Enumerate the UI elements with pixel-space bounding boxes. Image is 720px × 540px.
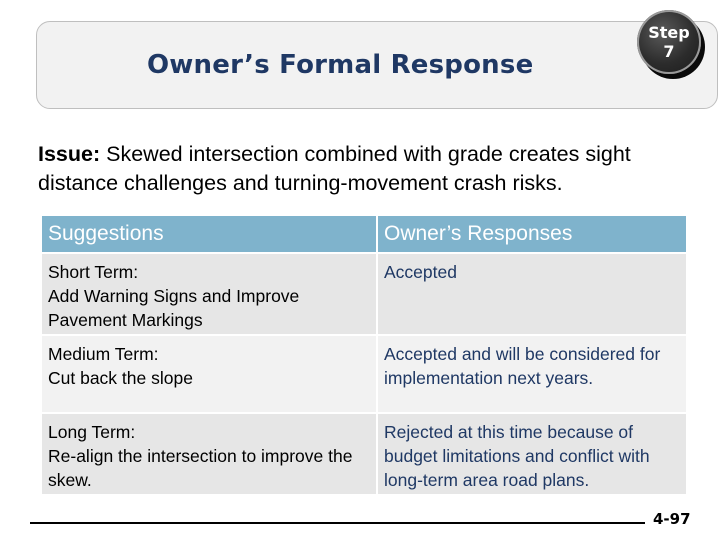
step-number: 7 xyxy=(663,42,675,61)
step-label: Step xyxy=(648,23,690,42)
suggestion-cell xyxy=(42,414,378,496)
response-cell: Rejected at this time because of budget limitations and conflict with long-term area road plans. xyxy=(378,414,686,496)
response-cell: Accepted and will be considered for implementation next years. xyxy=(378,336,686,414)
table-row xyxy=(42,254,686,336)
header-suggestions: Suggestions xyxy=(42,216,378,254)
issue-statement xyxy=(38,140,708,198)
issue-text: Skewed intersection combined with grade creates sight distance challenges and turning-movement crash risks. xyxy=(38,142,631,195)
term-detail: Add Warning Signs and Improve Pavement Markings xyxy=(48,286,300,330)
term-label: Short Term: xyxy=(48,262,139,282)
suggestions-table xyxy=(42,216,686,496)
term-label: Long Term: xyxy=(48,422,136,442)
term-detail: Cut back the slope xyxy=(48,368,193,388)
suggestion-cell xyxy=(42,254,378,336)
term-label: Medium Term: xyxy=(48,344,159,364)
page-title: Owner’s Formal Response xyxy=(147,50,534,80)
term-detail: Re-align the intersection to improve the skew. xyxy=(48,446,353,490)
suggestion-cell xyxy=(42,336,378,414)
table-row xyxy=(42,336,686,414)
footer-divider xyxy=(30,522,645,524)
header-owner-responses: Owner’s Responses xyxy=(378,216,686,254)
page-number: 4-97 xyxy=(653,510,691,528)
issue-label: Issue: xyxy=(38,142,101,166)
response-cell: Accepted xyxy=(378,254,686,336)
step-badge xyxy=(637,10,701,74)
table-header-row xyxy=(42,216,686,254)
table-row xyxy=(42,414,686,496)
